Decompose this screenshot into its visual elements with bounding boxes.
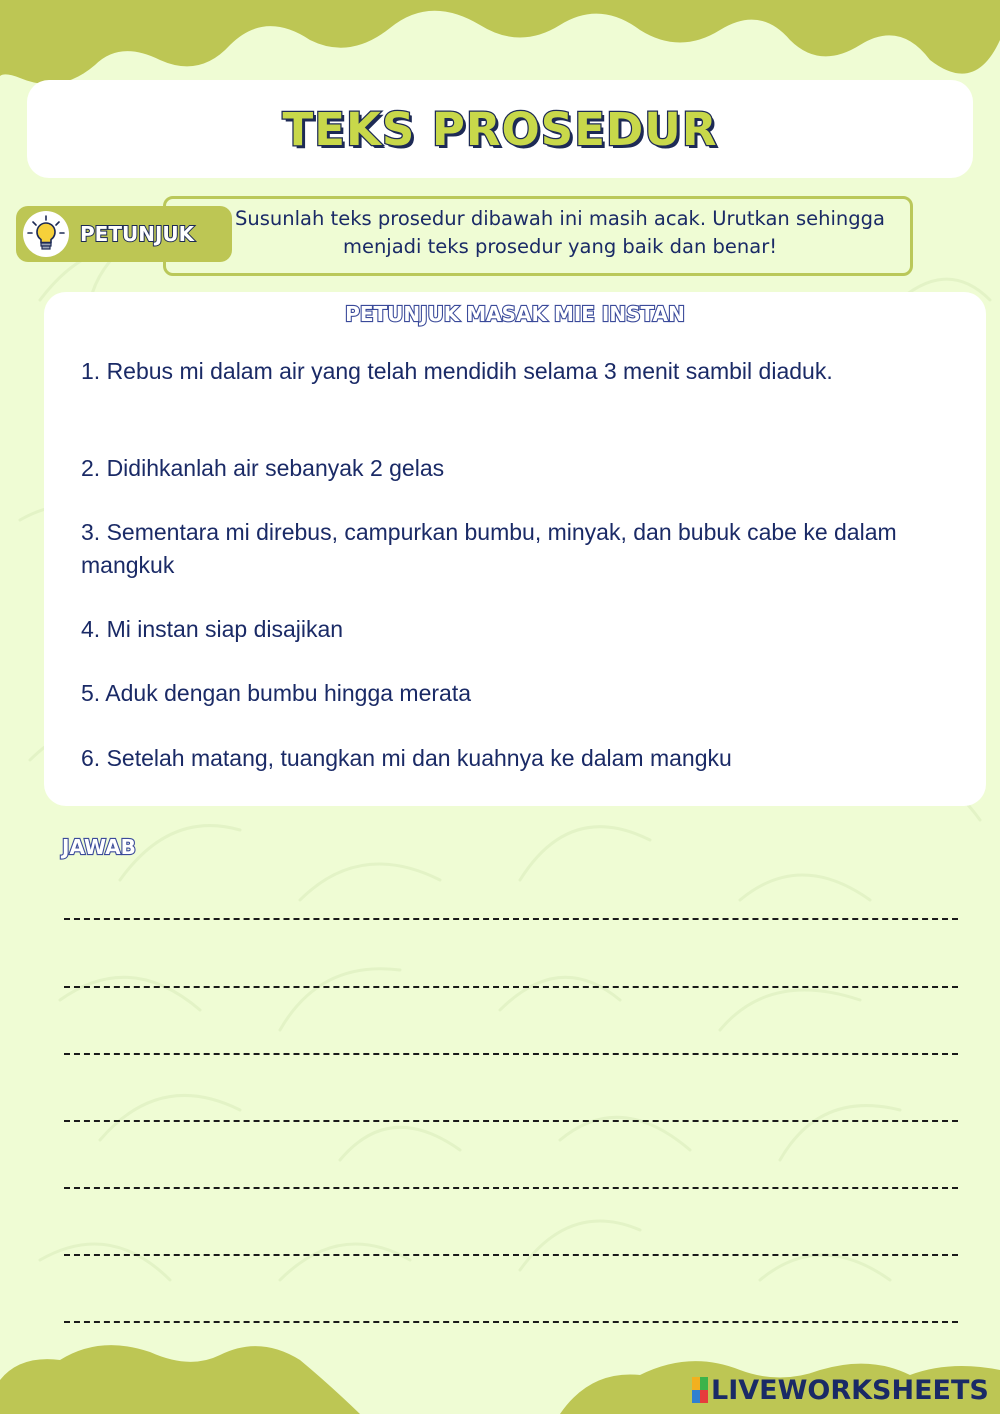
step-item: 5. Aduk dengan bumbu hingga merata <box>81 680 472 706</box>
step-item: 6. Setelah matang, tuangkan mi dan kuahnya ke dalam mangku <box>81 745 732 771</box>
title-card <box>27 80 973 178</box>
answer-label: JAWAB <box>62 835 136 859</box>
instruction-box <box>163 196 913 276</box>
answer-line[interactable] <box>64 1254 958 1256</box>
answer-line[interactable] <box>64 1053 958 1055</box>
answer-line[interactable] <box>64 986 958 988</box>
steps-title: PETUNJUK MASAK MIE INSTAN <box>345 302 685 326</box>
petunjuk-label: PETUNJUK <box>80 222 195 246</box>
answer-line[interactable] <box>64 1120 958 1122</box>
step-item: 3. Sementara mi direbus, campurkan bumbu, minyak, dan bubuk cabe ke dalam mangkuk <box>81 519 897 578</box>
step-item: 2. Didihkanlah air sebanyak 2 gelas <box>81 455 445 481</box>
instruction-text: Susunlah teks prosedur dibawah ini masih acak. Urutkan sehingga menjadi teks prosedur yang baik dan benar! <box>235 207 885 258</box>
petunjuk-badge <box>16 206 232 262</box>
answer-line[interactable] <box>64 1187 958 1189</box>
step-item: 4. Mi instan siap disajikan <box>81 616 344 642</box>
brand-name: LIVEWORKSHEETS <box>711 1374 989 1406</box>
liveworksheets-logo <box>692 1372 989 1408</box>
answer-line[interactable] <box>64 918 958 920</box>
liveworksheets-mark-icon <box>692 1377 708 1403</box>
step-item: 1. Rebus mi dalam air yang telah mendidih selama 3 menit sambil diaduk. <box>81 358 833 384</box>
lightbulb-icon <box>23 211 69 257</box>
steps-card <box>44 292 986 806</box>
answer-line[interactable] <box>64 1321 958 1323</box>
page-title: TEKS PROSEDUR <box>282 102 718 156</box>
